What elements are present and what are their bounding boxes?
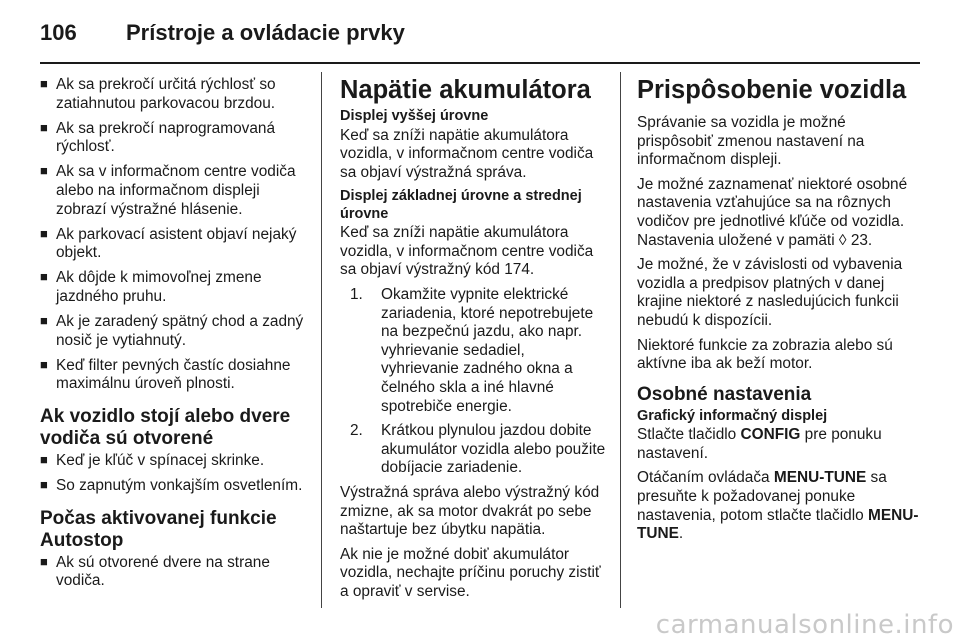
bullet-icon: ■ [40,553,48,569]
bullet-list [40,76,308,394]
text: sa presuňte k požadovanej ponuke nastavenia, potom stlačte tlačidlo [637,469,887,524]
config-button-name: CONFIG [740,426,801,444]
list-item [40,269,308,306]
list-item-text: Ak sa prekročí určitá rýchlosť so zatiahnutou parkovacou brzdou. [56,76,276,112]
list-item-text: So zapnutým vonkajším osvetlením. [56,477,303,494]
paragraph [637,469,921,543]
list-item [40,313,308,350]
paragraph [637,426,921,463]
paragraph: Je možné, že v závislosti od vybavenia vozidla a predpisov platných v danej krajine niektoré z nasledujúcich funkcii nebudú k dispozícii. [637,256,903,329]
bullet-icon: ■ [40,76,48,91]
numbered-item [350,422,606,478]
menu-tune-control-name: MENU-TUNE [773,469,867,487]
paragraph: Keď sa zníži napätie akumulátora vozidla, v informačnom centre vodiča sa objaví výstražná správa. [340,126,594,181]
column-divider [620,72,621,608]
bullet-list [40,452,308,496]
list-item-text: Ak je zaradený spätný chod a zadný nosič je vytiahnutý. [56,313,304,349]
paragraph: Správanie sa vozidla je možné prispôsobiť zmenou nastavení na informačnom displeji. [637,114,865,169]
list-item-text: Ak parkovací asistent objaví nejaký objekt. [56,225,297,262]
item-number: 1. [350,286,363,304]
section-heading: Osobné nastavenia [637,383,812,405]
list-item [40,163,308,219]
column-2 [340,76,606,608]
section-heading: Ak vozidlo stojí alebo dvere vodiča sú otvorené [40,405,291,449]
list-item [40,477,308,496]
list-item-text: Ak sa v informačnom centre vodiča alebo na informačnom displeji zobrazí výstražné hlásenie. [56,163,296,218]
bullet-icon: ■ [40,119,48,135]
list-item [40,554,308,591]
paragraph [637,176,921,250]
header-rule [40,62,920,64]
bullet-icon: ■ [40,313,48,329]
item-text: Okamžite vypnite elektrické zariadenia, ktoré nepotrebujete na bezpečnú jazdu, ako napr. vyhrievanie sedadiel, vyhrievanie zadného okna a čelného skla a iné hlavné spotrebiče energie. [381,286,594,415]
paragraph: Keď sa zníži napätie akumulátora vozidla, v informačnom centre vodiča sa objaví výstražný kód 174. [340,224,594,279]
bullet-icon: ■ [40,477,48,492]
watermark: carmanualsonline.info [655,610,954,640]
page-reference[interactable]: 23. [850,231,873,249]
bullet-icon: ■ [40,163,48,179]
text: . [678,525,684,543]
bullet-icon: ■ [40,269,48,285]
list-item-text: Ak dôjde k mimovoľnej zmene jazdného pruhu. [56,269,262,305]
page-reference-icon: ◊ [838,231,847,249]
bullet-list [40,554,308,591]
item-text: Krátkou plynulou jazdou dobite akumulátor vozidla alebo použite dobíjacie zariadenie. [381,422,606,477]
text: Stlačte tlačidlo [637,426,737,444]
subheading: Displej vyššej úrovne [340,108,489,124]
paragraph-text: Je možné zaznamenať niektoré osobné nastavenia vzťahujúce sa na rôznych vodičov pre jednotlivé kľúče od vozidla. Nastavenia uložené v pamäti [637,175,908,249]
item-number: 2. [350,422,363,440]
bullet-icon: ■ [40,225,48,241]
list-item [40,120,308,157]
section-title: Napätie akumulátora [340,76,591,104]
list-item [40,226,308,263]
column-3 [637,76,921,550]
bullet-icon: ■ [40,451,48,467]
list-item-text: Ak sa prekročí naprogramovaná rýchlosť. [56,119,276,156]
text: pre ponuku nastavení. [637,426,882,462]
page-number: 106 [40,20,77,45]
column-divider [321,72,322,608]
list-item-text: Ak sú otvorené dvere na strane vodiča. [56,553,270,590]
section-heading: Počas aktivovanej funkcie Autostop [40,507,277,551]
numbered-list [340,286,606,478]
list-item-text: Keď filter pevných častíc dosiahne maximálnu úroveň plnosti. [56,356,291,393]
list-item-text: Keď je kľúč v spínacej skrinke. [56,451,265,469]
menu-tune-control-name: MENU-TUNE [637,506,919,543]
page-title: Prístroje a ovládacie prvky [126,20,405,45]
bullet-icon: ■ [40,356,48,372]
column-1 [40,76,308,597]
list-item [40,76,308,113]
page-header [40,20,920,52]
paragraph: Ak nie je možné dobiť akumulátor vozidla, nechajte príčinu poruchy zistiť a opraviť v servise. [340,545,601,600]
subheading: Grafický informačný displej [637,407,828,424]
subheading: Displej základnej úrovne a strednej úrovne [340,188,582,222]
numbered-item [350,286,606,416]
section-title: Prispôsobenie vozidla [637,76,907,104]
paragraph: Výstražná správa alebo výstražný kód zmizne, ak sa motor dvakrát po sebe naštartuje bez úbytku napätia. [340,484,600,539]
list-item [40,357,308,394]
text: Otáčaním ovládača [637,469,770,487]
paragraph: Niektoré funkcie za zobrazia alebo sú aktívne iba ak beží motor. [637,336,893,373]
list-item [40,452,308,471]
